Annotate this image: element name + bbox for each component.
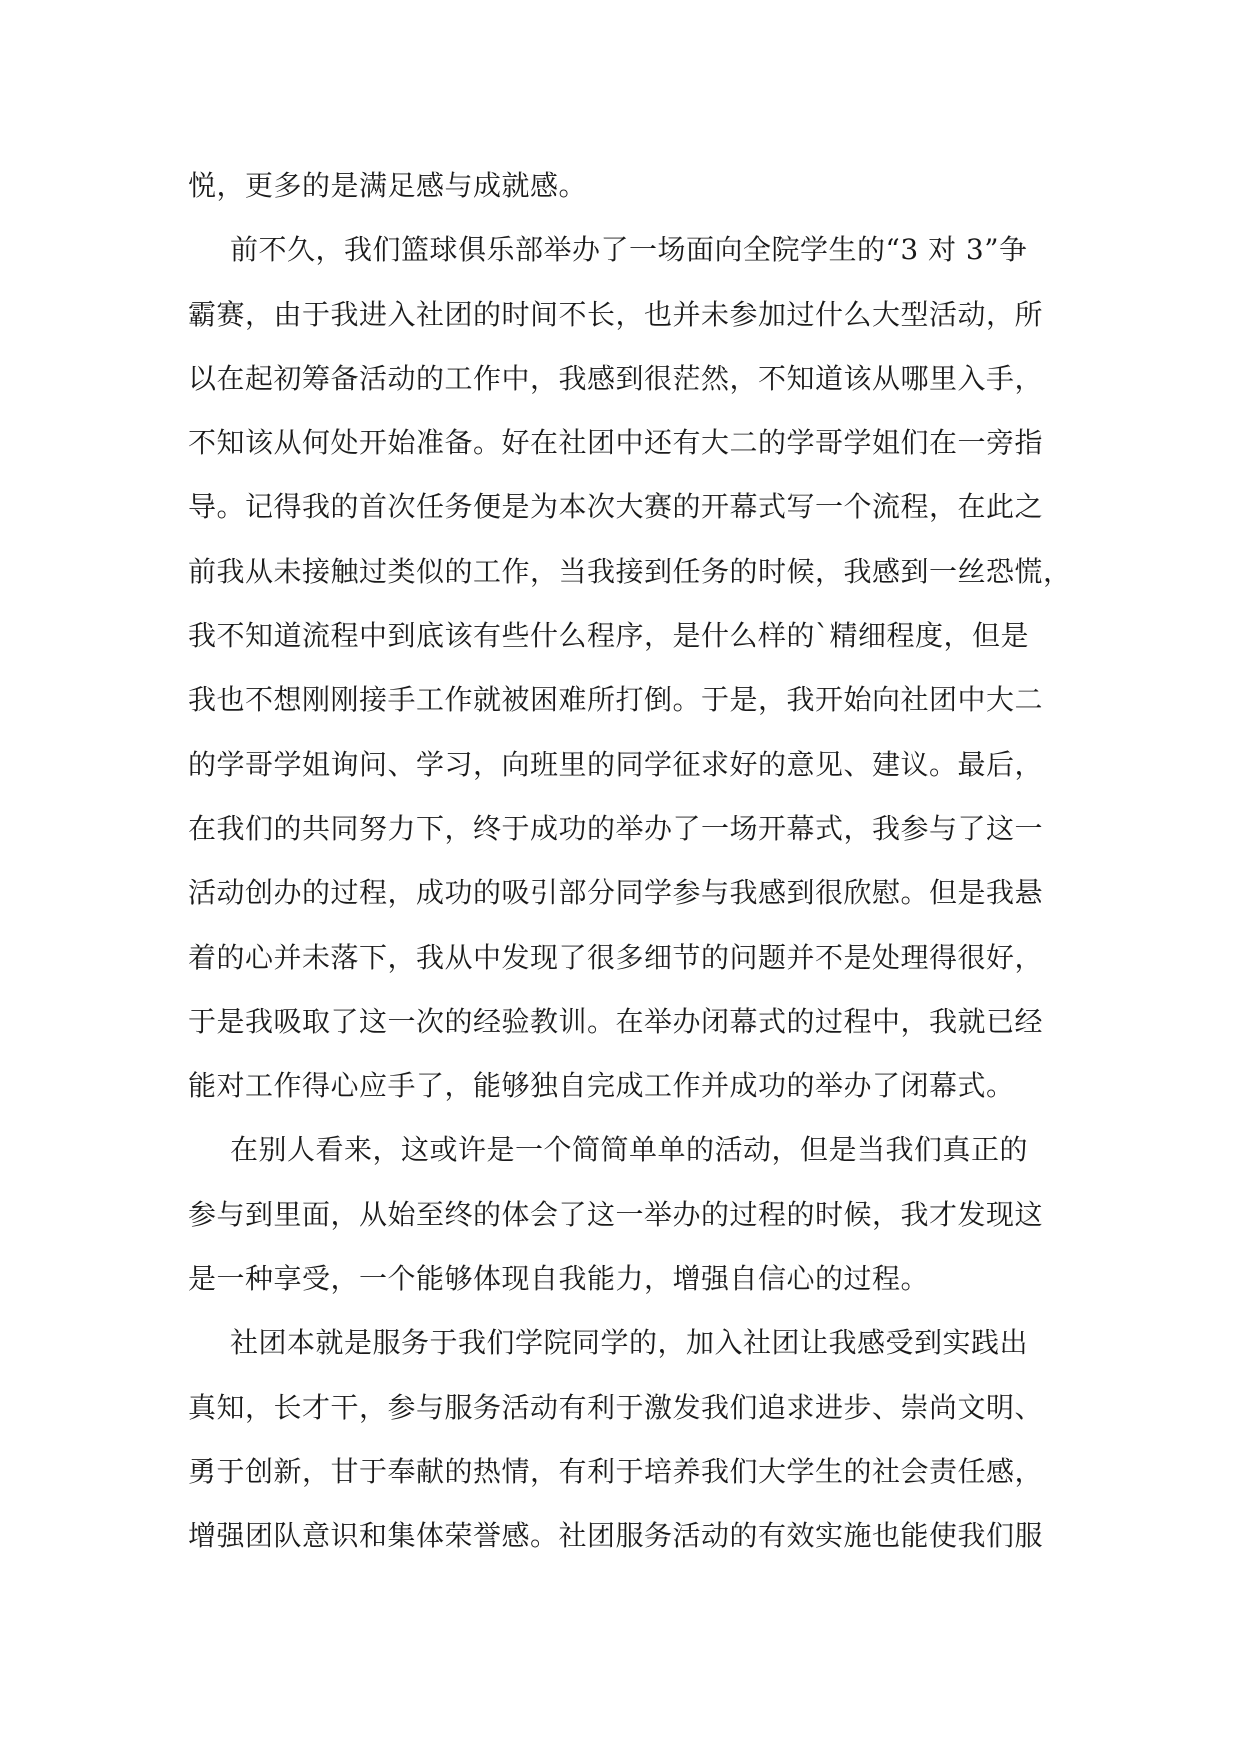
text-line: 能对工作得心应手了，能够独自完成工作并成功的举办了闭幕式。: [188, 1069, 1015, 1103]
text-line: 我不知道流程中到底该有些什么程序，是什么样的`精细程度，但是: [188, 619, 1030, 653]
paragraph-first-line: 在别人看来，这或许是一个简简单单的活动，但是当我们真正的: [230, 1133, 1029, 1167]
document-body: [188, 154, 1072, 1569]
text-line: 导。记得我的首次任务便是为本次大赛的开幕式写一个流程，在此之: [188, 490, 1044, 524]
text-line: 勇于创新，甘于奉献的热情，有利于培养我们大学生的社会责任感，: [188, 1454, 1044, 1488]
text-line: 以在起初筹备活动的工作中，我感到很茫然，不知道该从哪里入手，: [188, 361, 1044, 395]
text-line: 悦，更多的是满足感与成就感。: [188, 169, 588, 202]
text-line: 活动创办的过程，成功的吸引部分同学参与我感到很欣慰。但是我悬: [188, 876, 1044, 910]
text-line: 是一种享受，一个能够体现自我能力，增强自信心的过程。: [188, 1262, 930, 1296]
text-line: 于是我吸取了这一次的经验教训。在举办闭幕式的过程中，我就已经: [188, 1004, 1044, 1038]
text-line: 前我从未接触过类似的工作，当我接到任务的时候，我感到一丝恐慌，: [188, 554, 1072, 588]
text-line: 着的心并未落下，我从中发现了很多细节的问题并不是处理得很好，: [188, 940, 1044, 974]
text-line: 我也不想刚刚接手工作就被困难所打倒。于是，我开始向社团中大二: [188, 683, 1044, 717]
text-line: 在我们的共同努力下，终于成功的举办了一场开幕式，我参与了这一: [188, 811, 1044, 845]
text-line: 不知该从何处开始准备。好在社团中还有大二的学哥学姐们在一旁指: [188, 426, 1044, 460]
text-line: 参与到里面，从始至终的体会了这一举办的过程的时候，我才发现这: [188, 1197, 1044, 1231]
text-line: 霸赛，由于我进入社团的时间不长，也并未参加过什么大型活动，所: [188, 297, 1044, 331]
paragraph-first-line: 社团本就是服务于我们学院同学的，加入社团让我感受到实践出: [230, 1326, 1029, 1360]
text-line: 真知，长才干，参与服务活动有利于激发我们追求进步、崇尚文明、: [188, 1390, 1044, 1424]
text-line: 的学哥学姐询问、学习，向班里的同学征求好的意见、建议。最后，: [188, 747, 1044, 781]
paragraph-first-line: 前不久，我们篮球俱乐部举办了一场面向全院学生的“3 对 3”争: [230, 233, 1028, 267]
text-line: 增强团队意识和集体荣誉感。社团服务活动的有效实施也能使我们服: [188, 1519, 1044, 1553]
